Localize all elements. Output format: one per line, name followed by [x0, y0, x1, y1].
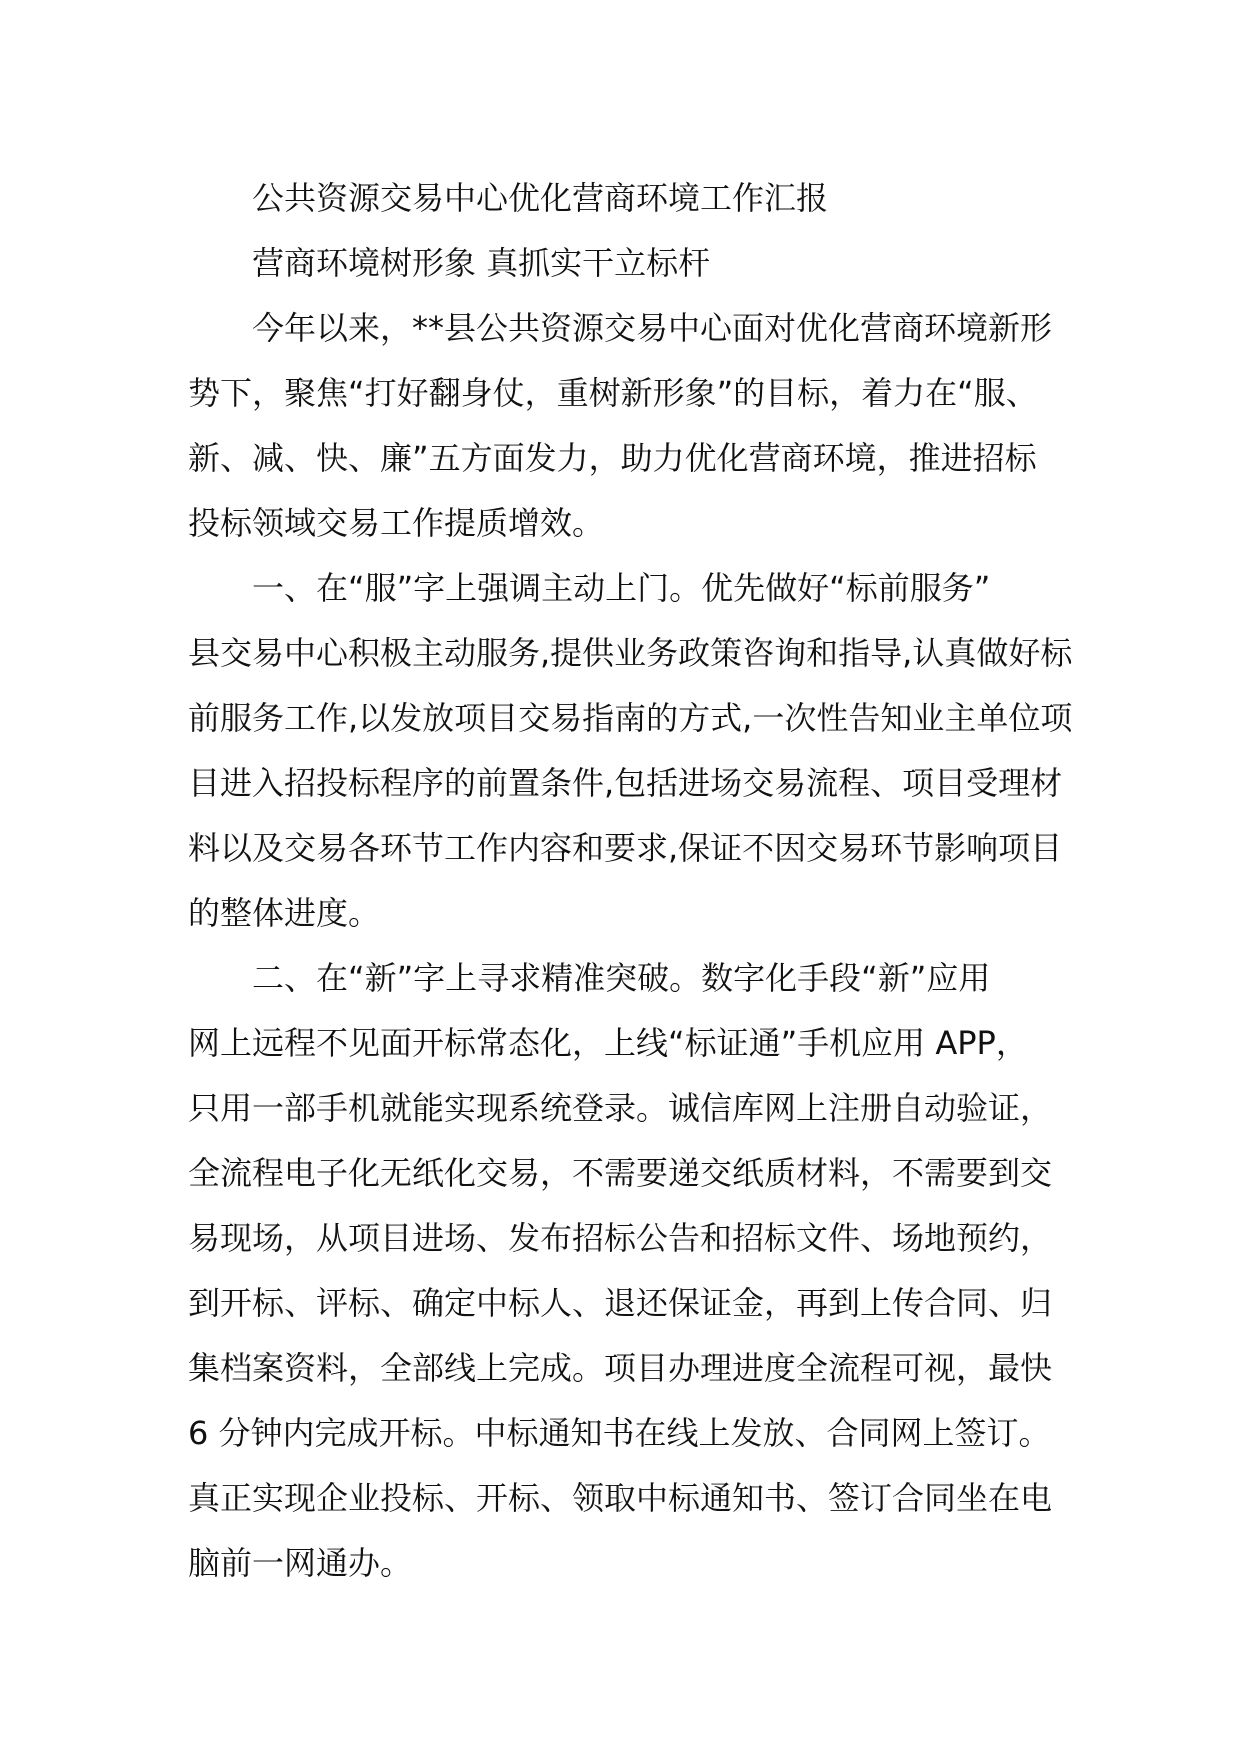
paragraph-line: 二、在“新”字上寻求精准突破。数字化手段“新”应用: [252, 959, 991, 997]
paragraph-line: 易现场，从项目进场、发布招标公告和招标文件、场地预约，: [188, 1219, 1053, 1257]
paragraph-line: 脑前一网通办。: [188, 1544, 413, 1582]
paragraph-line: 前服务工作,以发放项目交易指南的方式,一次性告知业主单位项: [188, 699, 1073, 737]
paragraph-line: 网上远程不见面开标常态化，上线“标证通”手机应用 APP，: [188, 1024, 1028, 1062]
paragraph-service: [188, 556, 1073, 946]
paragraph-line: 新、减、快、廉”五方面发力，助力优化营商环境，推进招标: [188, 439, 1037, 477]
paragraph-line: 今年以来，**县公共资源交易中心面对优化营商环境新形: [252, 309, 1053, 347]
paragraph-line: 全流程电子化无纸化交易，不需要递交纸质材料，不需要到交: [188, 1154, 1053, 1192]
paragraph-line: 料以及交易各环节工作内容和要求,保证不因交易环节影响项目: [188, 829, 1063, 867]
paragraph-line: 投标领域交易工作提质增效。: [188, 504, 605, 542]
paragraph-line: 目进入招投标程序的前置条件,包括进场交易流程、项目受理材: [188, 764, 1063, 802]
paragraph-line: 只用一部手机就能实现系统登录。诚信库网上注册自动验证，: [188, 1089, 1053, 1127]
paragraph-line: 的整体进度。: [188, 894, 381, 932]
paragraph-line: 6 分钟内完成开标。中标通知书在线上发放、合同网上签订。: [188, 1414, 1051, 1452]
document-subtitle: 营商环境树形象 真抓实干立标杆: [252, 244, 711, 282]
paragraph-intro: [188, 296, 1058, 556]
paragraph-line: 一、在“服”字上强调主动上门。优先做好“标前服务”: [252, 569, 991, 607]
paragraph-line: 真正实现企业投标、开标、领取中标通知书、签订合同坐在电: [188, 1479, 1053, 1517]
paragraph-line: 到开标、评标、确定中标人、退还保证金，再到上传合同、归: [188, 1284, 1053, 1322]
document-title: 公共资源交易中心优化营商环境工作汇报: [252, 179, 829, 217]
paragraph-innovation: [188, 946, 1058, 1596]
document-body: [188, 166, 1073, 1596]
paragraph-line: 势下，聚焦“打好翻身仗，重树新形象”的目标，着力在“服、: [188, 374, 1038, 412]
paragraph-line: 县交易中心积极主动服务,提供业务政策咨询和指导,认真做好标: [188, 634, 1073, 672]
paragraph-line: 集档案资料，全部线上完成。项目办理进度全流程可视，最快: [188, 1349, 1053, 1387]
